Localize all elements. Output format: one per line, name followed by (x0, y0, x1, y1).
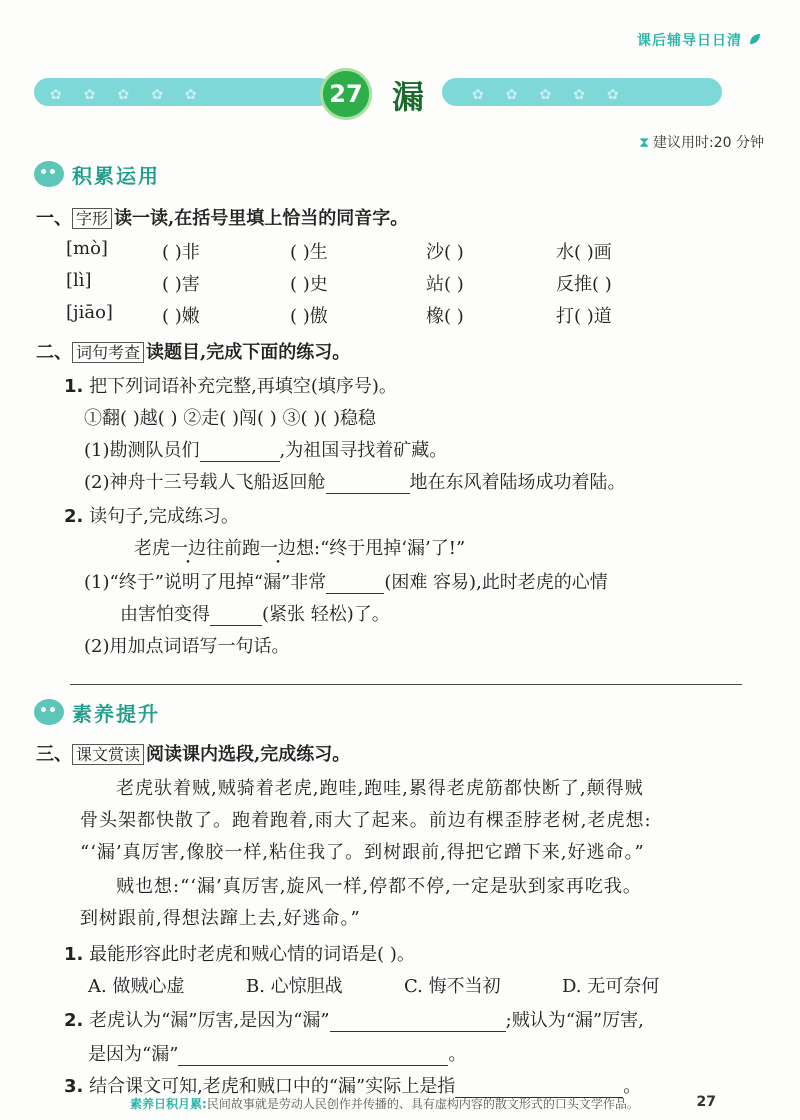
answer-blank[interactable] (326, 573, 384, 594)
word-completion[interactable]: ①翻( )越( ) ②走( )闯( ) ③( )( )稳稳 (84, 408, 377, 429)
page-number: 27 (696, 1094, 716, 1110)
footer-tip: 素养日积月累:民间故事就是劳动人民创作并传播的、具有虚构内容的散文形式的口头文学作品。 (130, 1097, 639, 1111)
sub-question-1: 1. 把下列词语补充完整,再填空(填序号)。 (64, 376, 397, 397)
reading-question-2: 2. 老虎认为“漏”厉害,是因为“漏” ;贼认为“漏”厉害, (64, 1010, 644, 1031)
time-hint (639, 132, 764, 152)
option-a[interactable]: A. 做贼心虚 (88, 976, 185, 997)
fill-cell[interactable]: 橡( ) (426, 306, 464, 327)
banner-pattern-icon: ✿✿✿✿✿ (50, 87, 219, 103)
question-2-heading: 二、 词句考查 读题目,完成下面的练习。 (36, 342, 351, 363)
option-d[interactable]: D. 无可奈何 (562, 976, 660, 997)
quote-sentence: 老虎一边往前跑一边想:“终于甩掉‘漏’了!” (134, 538, 466, 559)
question-3-heading: 三、 课文赏读 阅读课内选段,完成练习。 (36, 744, 351, 765)
fill-sentence-2: (2)神舟十三号载人飞船返回舱 地在东风着陆场成功着陆。 (84, 472, 626, 493)
reading-question-1: 1. 最能形容此时老虎和贼心情的词语是( )。 (64, 944, 415, 965)
passage-line: 到树跟前,得想法蹿上去,好逃命。” (80, 908, 361, 929)
practice-2: (2)用加点词语写一句话。 (84, 636, 290, 657)
lesson-banner (34, 74, 722, 116)
brand-title: 课后辅导日日清 (637, 33, 742, 49)
mascot-icon (34, 161, 64, 187)
fill-cell[interactable]: ( )害 (162, 274, 200, 295)
option-c[interactable]: C. 悔不当初 (404, 976, 501, 997)
fill-cell[interactable]: ( )非 (162, 242, 200, 263)
question-tag: 字形 (72, 208, 112, 229)
answer-blank[interactable] (178, 1045, 448, 1066)
passage-line: 贼也想:“‘漏’真厉害,旋风一样,停都不停,一定是驮到家再吃我。 (116, 876, 642, 897)
section-title: 素养提升 (72, 701, 160, 726)
answer-line[interactable] (70, 684, 742, 685)
lesson-title: 漏 (392, 78, 425, 116)
fill-cell[interactable]: 打( )道 (556, 306, 612, 327)
mascot-icon (34, 699, 64, 725)
hourglass-icon: ⧗ (639, 135, 650, 151)
option-b[interactable]: B. 心惊胆战 (246, 976, 343, 997)
answer-blank[interactable] (326, 473, 410, 494)
fill-cell[interactable]: 沙( ) (426, 242, 464, 263)
dotted-word: 一边 (170, 538, 206, 559)
reading-question-3: 3. 结合课文可知,老虎和贼口中的“漏”实际上是指 。 (64, 1076, 642, 1097)
pinyin-label: [lì] (66, 270, 92, 291)
fill-cell[interactable]: 水( )画 (556, 242, 612, 263)
fill-cell[interactable]: ( )嫩 (162, 306, 200, 327)
fill-cell[interactable]: ( )史 (290, 274, 328, 295)
banner-bar-right (442, 78, 722, 106)
practice-1: (1)“终于”说明了甩掉“漏”非常 (困难 容易),此时老虎的心情 (84, 572, 608, 593)
sub-question-2: 2. 读句子,完成练习。 (64, 506, 239, 527)
fill-cell[interactable]: ( )傲 (290, 306, 328, 327)
section-title: 积累运用 (72, 163, 160, 188)
passage-line: 骨头架都快散了。跑着跑着,雨大了起来。前边有棵歪脖老树,老虎想: (80, 810, 652, 831)
leaf-icon (748, 32, 762, 46)
question-tag: 词句考查 (72, 342, 144, 363)
pinyin-label: [mò] (66, 238, 108, 259)
section-header-improve (34, 696, 160, 728)
passage-line: 老虎驮着贼,贼骑着老虎,跑哇,跑哇,累得老虎筋都快断了,颠得贼 (116, 778, 644, 799)
dotted-word: 一边 (260, 538, 296, 559)
reading-question-2-continued: 是因为“漏” 。 (88, 1044, 467, 1065)
time-hint-text: 建议用时:20 分钟 (653, 135, 764, 151)
practice-1-continued: 由害怕变得 (紧张 轻松)了。 (120, 604, 390, 625)
banner-pattern-icon: ✿✿✿✿✿ (472, 87, 641, 103)
answer-blank[interactable] (210, 605, 262, 626)
question-tag: 课文赏读 (72, 744, 144, 765)
banner-bar-left (34, 78, 334, 106)
answer-blank[interactable] (200, 441, 280, 462)
fill-cell[interactable]: 站( ) (426, 274, 464, 295)
answer-blank[interactable] (330, 1011, 506, 1032)
pinyin-label: [jiāo] (66, 302, 113, 323)
lesson-number: 27 (320, 68, 372, 120)
fill-cell[interactable]: 反推( ) (556, 274, 612, 295)
section-header-accumulate (34, 158, 160, 190)
fill-sentence-1: (1)勘测队员们 ,为祖国寻找着矿藏。 (84, 440, 448, 461)
fill-cell[interactable]: ( )生 (290, 242, 328, 263)
question-1-heading: 一、 字形 读一读,在括号里填上恰当的同音字。 (36, 208, 409, 229)
passage-line: “‘漏’真厉害,像胶一样,粘住我了。到树跟前,得把它蹭下来,好逃命。” (80, 842, 645, 863)
